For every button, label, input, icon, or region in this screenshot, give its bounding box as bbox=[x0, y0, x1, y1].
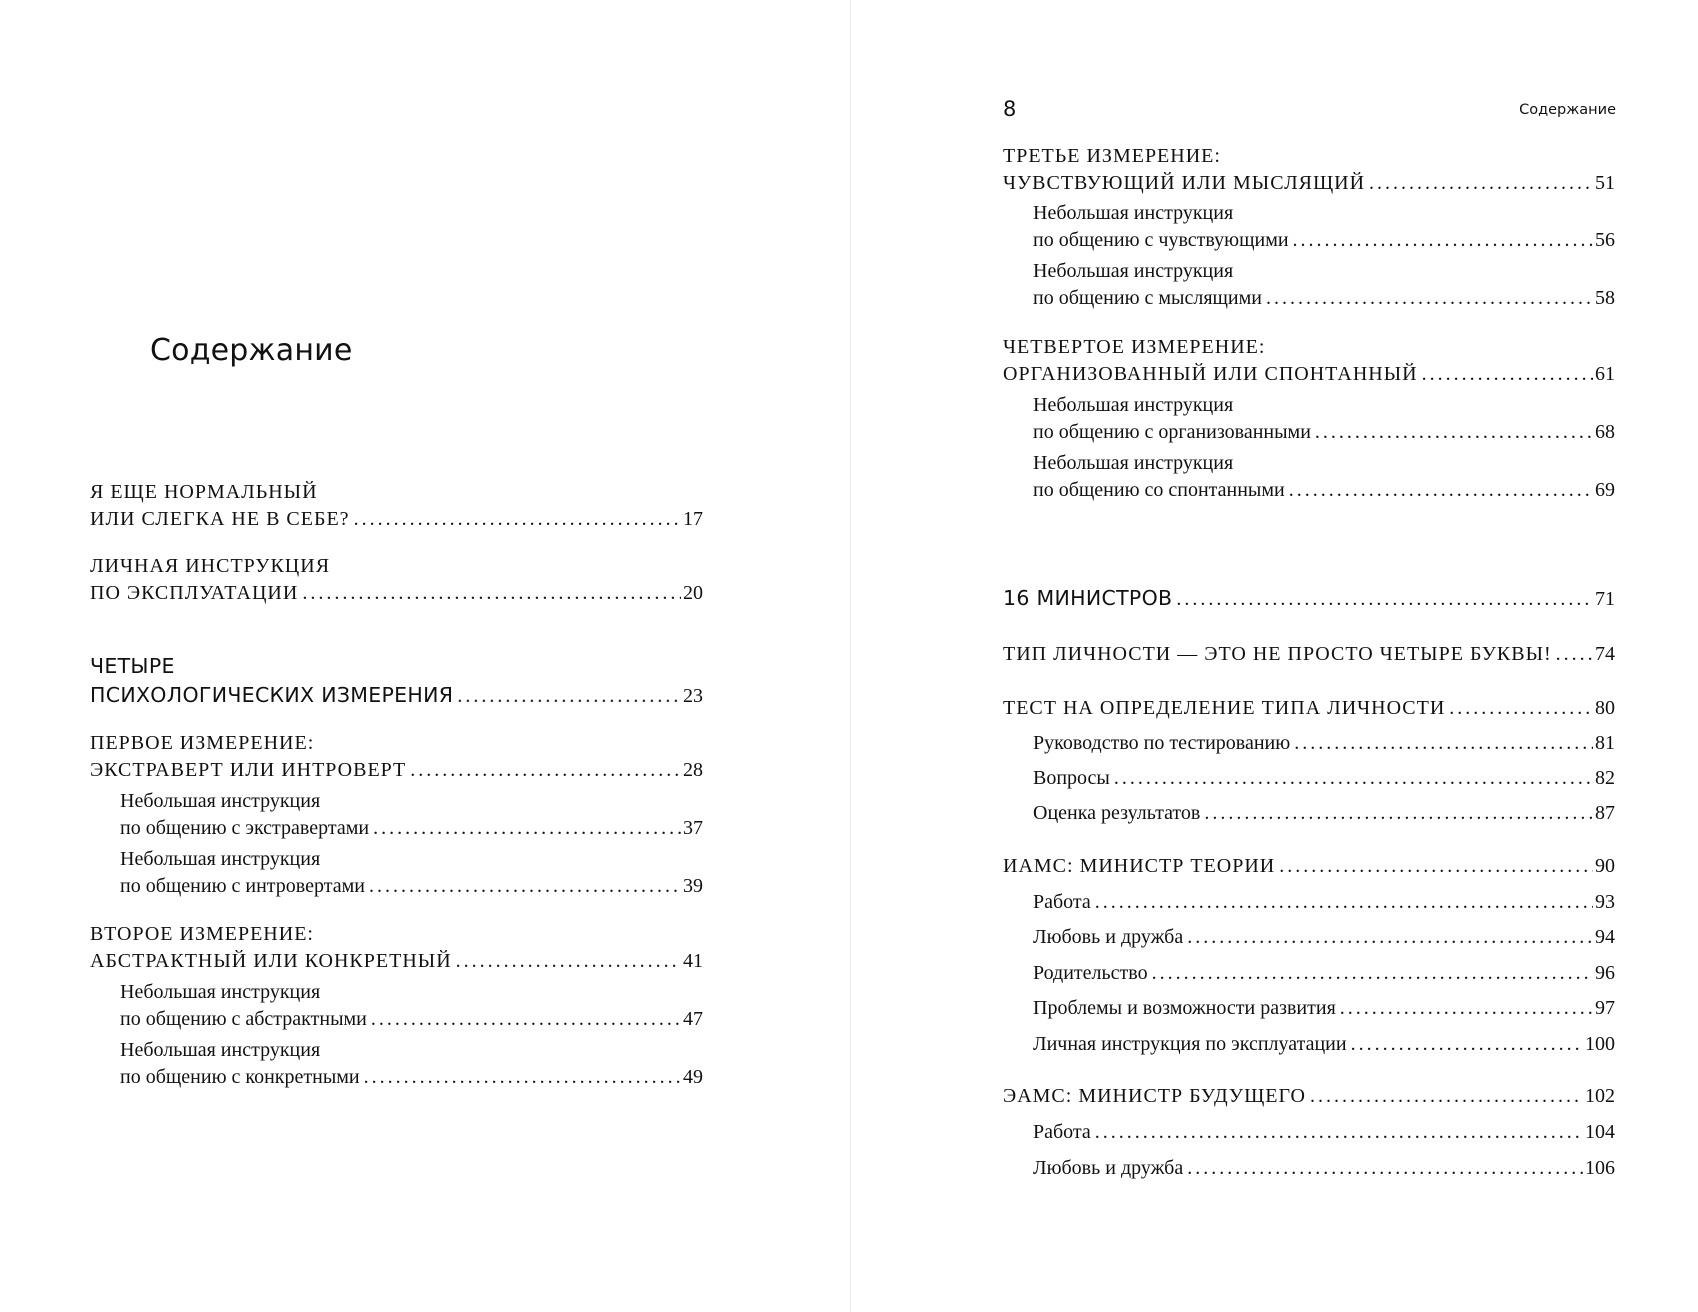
entry-title: ЭКСТРАВЕРТ ИЛИ ИНТРОВЕРТ bbox=[90, 759, 407, 781]
entry-page-number: 94 bbox=[1595, 926, 1615, 948]
toc-subentry bbox=[1003, 730, 1615, 757]
dot-leader bbox=[1369, 170, 1593, 197]
entry-title: 16 МИНИСТРОВ bbox=[1003, 586, 1173, 610]
dot-leader bbox=[1310, 1083, 1583, 1110]
toc-section-heading bbox=[90, 652, 703, 711]
dot-leader bbox=[302, 580, 681, 607]
entry-title: по общению с экстравертами bbox=[120, 817, 370, 839]
toc-title: Содержание bbox=[150, 333, 353, 368]
entry-page-number: 87 bbox=[1595, 802, 1615, 824]
entry-title: ОРГАНИЗОВАННЫЙ ИЛИ СПОНТАННЫЙ bbox=[1003, 363, 1418, 385]
toc-subentry bbox=[1003, 392, 1615, 446]
toc-subentry bbox=[1003, 200, 1615, 254]
entry-line1: ПЕРВОЕ ИЗМЕРЕНИЕ: bbox=[90, 732, 315, 754]
entry-title: по общению со спонтанными bbox=[1033, 479, 1285, 501]
entry-title: ИАМС: МИНИСТР ТЕОРИИ bbox=[1003, 855, 1276, 877]
entry-title: Оценка результатов bbox=[1033, 802, 1201, 824]
dot-leader bbox=[1176, 585, 1593, 614]
entry-page-number: 17 bbox=[683, 508, 703, 530]
entry-line1: Небольшая инструкция bbox=[1033, 260, 1234, 282]
entry-page-number: 102 bbox=[1585, 1085, 1615, 1107]
entry-page-number: 20 bbox=[683, 582, 703, 604]
dot-leader bbox=[1294, 730, 1593, 757]
entry-line1: Небольшая инструкция bbox=[1033, 452, 1234, 474]
entry-page-number: 47 bbox=[683, 1008, 703, 1030]
entry-title: Вопросы bbox=[1033, 767, 1110, 789]
dot-leader bbox=[1449, 695, 1593, 722]
entry-title: по общению с мыслящими bbox=[1033, 287, 1262, 309]
entry-title: ПСИХОЛОГИЧЕСКИХ ИЗМЕРЕНИЯ bbox=[90, 683, 454, 707]
entry-page-number: 97 bbox=[1595, 997, 1615, 1019]
dot-leader bbox=[364, 1064, 681, 1091]
entry-title: Руководство по тестированию bbox=[1033, 732, 1291, 754]
entry-page-number: 80 bbox=[1595, 697, 1615, 719]
entry-page-number: 71 bbox=[1595, 588, 1615, 610]
entry-title: по общению с конкретными bbox=[120, 1066, 360, 1088]
entry-title: Личная инструкция по эксплуатации bbox=[1033, 1033, 1347, 1055]
dot-leader bbox=[457, 682, 681, 711]
entry-page-number: 41 bbox=[683, 950, 703, 972]
dot-leader bbox=[1187, 1155, 1583, 1182]
toc-subentry bbox=[1003, 960, 1615, 987]
toc-subentry bbox=[90, 1037, 703, 1091]
entry-title: по общению с интровертами bbox=[120, 875, 365, 897]
entry-page-number: 39 bbox=[683, 875, 703, 897]
entry-title: ПО ЭКСПЛУАТАЦИИ bbox=[90, 582, 299, 604]
dot-leader bbox=[1204, 800, 1593, 827]
entry-page-number: 28 bbox=[683, 759, 703, 781]
dot-leader bbox=[1095, 1119, 1583, 1146]
entry-page-number: 104 bbox=[1585, 1121, 1615, 1143]
entry-page-number: 49 bbox=[683, 1066, 703, 1088]
entry-page-number: 93 bbox=[1595, 891, 1615, 913]
dot-leader bbox=[354, 506, 681, 533]
entry-title: ЭАМС: МИНИСТР БУДУЩЕГО bbox=[1003, 1085, 1306, 1107]
toc-entry bbox=[1003, 143, 1615, 197]
dot-leader bbox=[1351, 1031, 1583, 1058]
entry-page-number: 106 bbox=[1585, 1157, 1615, 1179]
entry-title: АБСТРАКТНЫЙ ИЛИ КОНКРЕТНЫЙ bbox=[90, 950, 452, 972]
dot-leader bbox=[410, 757, 681, 784]
dot-leader bbox=[1266, 285, 1593, 312]
dot-leader bbox=[371, 1006, 681, 1033]
entry-line1: Небольшая инструкция bbox=[1033, 202, 1234, 224]
entry-page-number: 61 bbox=[1595, 363, 1615, 385]
toc-subentry bbox=[90, 788, 703, 842]
entry-page-number: 100 bbox=[1585, 1033, 1615, 1055]
entry-title: ИЛИ СЛЕГКА НЕ В СЕБЕ? bbox=[90, 508, 350, 530]
toc-entry bbox=[1003, 853, 1615, 880]
entry-page-number: 90 bbox=[1595, 855, 1615, 877]
entry-line1: ВТОРОЕ ИЗМЕРЕНИЕ: bbox=[90, 923, 314, 945]
dot-leader bbox=[1279, 853, 1593, 880]
entry-page-number: 68 bbox=[1595, 421, 1615, 443]
entry-title: Проблемы и возможности развития bbox=[1033, 997, 1336, 1019]
dot-leader bbox=[369, 873, 681, 900]
entry-line1: ЧЕТВЕРТОЕ ИЗМЕРЕНИЕ: bbox=[1003, 336, 1266, 358]
toc-section-heading bbox=[1003, 584, 1615, 614]
dot-leader bbox=[1187, 924, 1593, 951]
entry-page-number: 37 bbox=[683, 817, 703, 839]
entry-title: ТИП ЛИЧНОСТИ — ЭТО НЕ ПРОСТО ЧЕТЫРЕ БУКВЫ! bbox=[1003, 643, 1552, 665]
entry-title: по общению с организованными bbox=[1033, 421, 1311, 443]
entry-line1: Небольшая инструкция bbox=[120, 790, 321, 812]
entry-line1: Небольшая инструкция bbox=[120, 981, 321, 1003]
entry-page-number: 81 bbox=[1595, 732, 1615, 754]
toc-subentry bbox=[1003, 889, 1615, 916]
toc-subentry bbox=[1003, 1119, 1615, 1146]
entry-page-number: 23 bbox=[683, 685, 703, 707]
entry-line1: ЧЕТЫРЕ bbox=[90, 654, 175, 678]
dot-leader bbox=[1152, 960, 1593, 987]
toc-subentry bbox=[1003, 450, 1615, 504]
entry-page-number: 51 bbox=[1595, 172, 1615, 194]
dot-leader bbox=[1114, 765, 1593, 792]
page-number: 8 bbox=[1003, 97, 1017, 121]
toc-subentry bbox=[1003, 924, 1615, 951]
toc-entry bbox=[1003, 334, 1615, 388]
toc-entry bbox=[90, 553, 703, 607]
entry-line1: Небольшая инструкция bbox=[1033, 394, 1234, 416]
entry-title: Любовь и дружба bbox=[1033, 1157, 1184, 1179]
toc-entry bbox=[1003, 695, 1615, 722]
toc-subentry bbox=[1003, 995, 1615, 1022]
entry-title: по общению с чувствующими bbox=[1033, 229, 1289, 251]
entry-page-number: 58 bbox=[1595, 287, 1615, 309]
entry-line1: Небольшая инструкция bbox=[120, 848, 321, 870]
toc-subentry bbox=[1003, 765, 1615, 792]
entry-page-number: 74 bbox=[1595, 643, 1615, 665]
right-page bbox=[851, 0, 1698, 1312]
dot-leader bbox=[1556, 641, 1593, 668]
toc-subentry bbox=[1003, 1031, 1615, 1058]
dot-leader bbox=[1340, 995, 1593, 1022]
dot-leader bbox=[1289, 477, 1593, 504]
entry-title: Родительство bbox=[1033, 962, 1148, 984]
entry-title: ТЕСТ НА ОПРЕДЕЛЕНИЕ ТИПА ЛИЧНОСТИ bbox=[1003, 697, 1446, 719]
entry-title: Работа bbox=[1033, 891, 1091, 913]
entry-title: Любовь и дружба bbox=[1033, 926, 1184, 948]
dot-leader bbox=[456, 948, 681, 975]
dot-leader bbox=[1315, 419, 1593, 446]
toc-entry bbox=[90, 730, 703, 784]
toc-subentry bbox=[90, 979, 703, 1033]
entry-line1: ЛИЧНАЯ ИНСТРУКЦИЯ bbox=[90, 555, 331, 577]
dot-leader bbox=[1422, 361, 1593, 388]
entry-page-number: 56 bbox=[1595, 229, 1615, 251]
toc-subentry bbox=[1003, 1155, 1615, 1182]
toc-subentry bbox=[90, 846, 703, 900]
entry-line1: ТРЕТЬЕ ИЗМЕРЕНИЕ: bbox=[1003, 145, 1221, 167]
toc-subentry bbox=[1003, 800, 1615, 827]
entry-line1: Небольшая инструкция bbox=[120, 1039, 321, 1061]
toc-entry bbox=[90, 479, 703, 533]
toc-subentry bbox=[1003, 258, 1615, 312]
entry-page-number: 69 bbox=[1595, 479, 1615, 501]
entry-title: по общению с абстрактными bbox=[120, 1008, 367, 1030]
running-head: Содержание bbox=[1519, 102, 1616, 118]
dot-leader bbox=[1095, 889, 1593, 916]
dot-leader bbox=[373, 815, 681, 842]
toc-entry bbox=[1003, 641, 1615, 668]
entry-title: Работа bbox=[1033, 1121, 1091, 1143]
entry-line1: Я ЕЩЕ НОРМАЛЬНЫЙ bbox=[90, 481, 318, 503]
toc-entry bbox=[90, 921, 703, 975]
dot-leader bbox=[1293, 227, 1593, 254]
toc-entry bbox=[1003, 1083, 1615, 1110]
entry-page-number: 82 bbox=[1595, 767, 1615, 789]
entry-page-number: 96 bbox=[1595, 962, 1615, 984]
entry-title: ЧУВСТВУЮЩИЙ ИЛИ МЫСЛЯЩИЙ bbox=[1003, 172, 1366, 194]
